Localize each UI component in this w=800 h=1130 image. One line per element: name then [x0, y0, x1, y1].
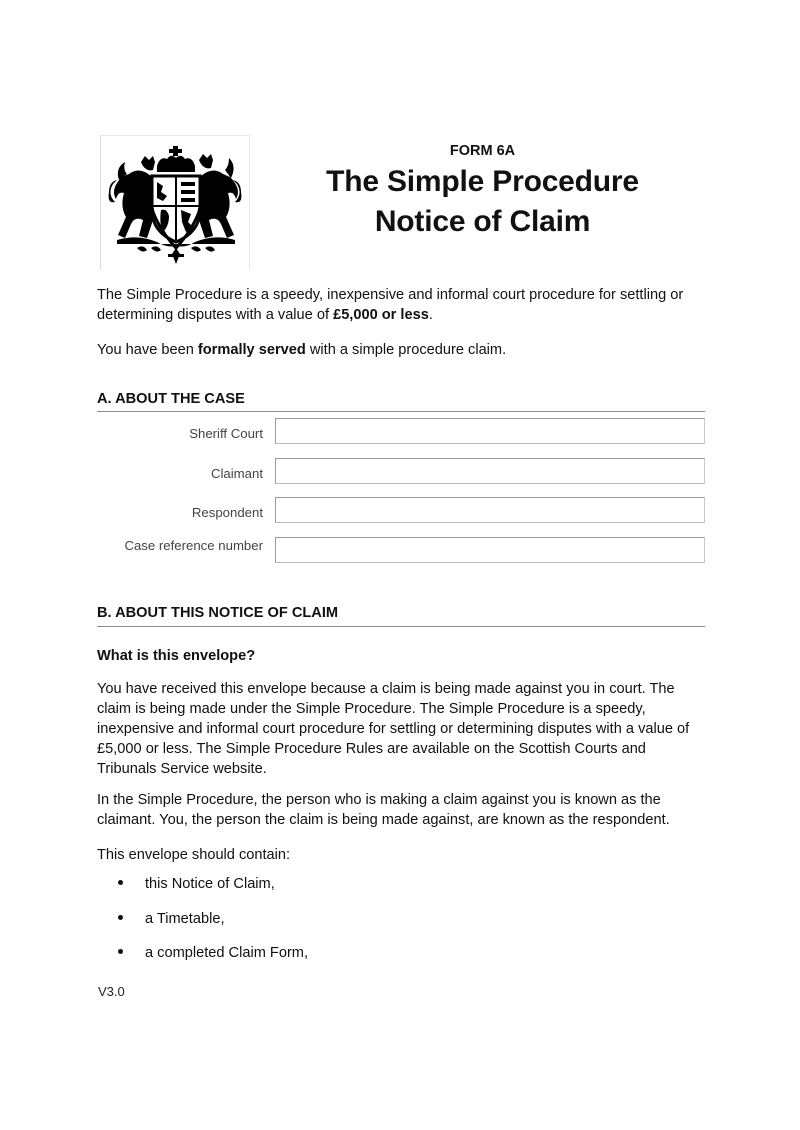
claimant-field[interactable]: [275, 458, 705, 484]
bullet-icon: [118, 915, 123, 920]
version-label: V3.0: [98, 984, 125, 999]
envelope-subheading: What is this envelope?: [97, 648, 256, 664]
list-item: this Notice of Claim,: [118, 876, 275, 892]
form-number: FORM 6A: [449, 143, 516, 159]
bullet-icon: [118, 880, 123, 885]
list-item: a completed Claim Form,: [118, 945, 308, 961]
envelope-paragraph-3: This envelope should contain:: [97, 847, 291, 863]
envelope-paragraph-2: In the Simple Procedure, the person who is making a claim against you is known as the claimant. You, the person the claim is being made against, are known as the respondent.: [97, 792, 670, 828]
envelope-paragraph-1: You have received this envelope because a claim is being made against you in court. The claim is being made under the Simple Procedure. The Simple Procedure is a speedy, inexpensive and informal court procedure for settling or determining disputes with a value of £5,000 or less. The Simple Procedure Rules are available on the Scottish Courts and Tribunals Service website.: [97, 681, 690, 777]
list-item: a Timetable,: [118, 911, 225, 927]
section-b-heading: B. ABOUT THIS NOTICE OF CLAIM: [97, 605, 339, 621]
case-reference-label: Case reference number: [124, 538, 263, 553]
bullet-icon: [118, 949, 123, 954]
coat-of-arms-icon: [107, 144, 245, 266]
sheriff-court-label: Sheriff Court: [189, 426, 263, 441]
page-title-line-2: Notice of Claim: [374, 205, 591, 238]
sheriff-court-field[interactable]: [275, 418, 705, 444]
section-b-divider: [97, 626, 705, 627]
intro-paragraph-2: You have been formally served with a simple procedure claim.: [97, 342, 507, 358]
respondent-label: Respondent: [191, 505, 263, 520]
claimant-label: Claimant: [210, 466, 263, 481]
section-a-heading: A. ABOUT THE CASE: [97, 391, 245, 407]
intro-paragraph-1: The Simple Procedure is a speedy, inexpensive and informal court procedure for settling or determining disputes with a value of £5,000 or less.: [97, 287, 684, 323]
case-reference-field[interactable]: [275, 537, 705, 563]
page-title-line-1: The Simple Procedure: [326, 165, 639, 198]
respondent-field[interactable]: [275, 497, 705, 523]
section-a-divider: [97, 411, 705, 412]
royal-crest-image: [100, 135, 250, 270]
